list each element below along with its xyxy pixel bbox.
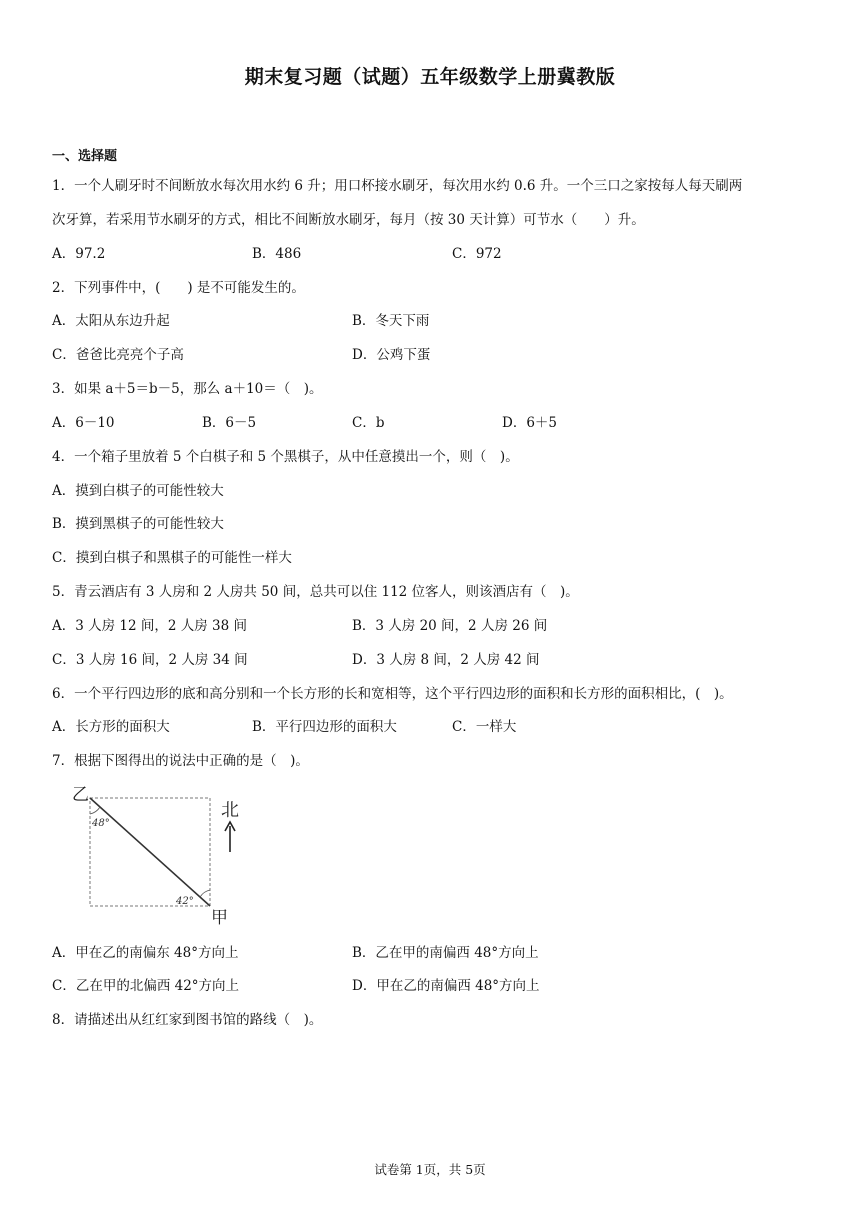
- label-yi: 乙: [72, 785, 89, 805]
- q1-option-b: B．486: [252, 246, 302, 262]
- q5-option-d: D．3 人房 8 间，2 人房 42 间: [352, 652, 540, 668]
- question-1-line-2: 次牙算，若采用节水刷牙的方式，相比不间断放水刷牙，每月（按 30 天计算）可节水（ ）升。: [52, 212, 645, 228]
- angle-arc-bottom: [200, 890, 210, 897]
- label-jia: 甲: [211, 908, 228, 928]
- label-north: 北: [221, 800, 239, 821]
- question-4-stem: 4．一个箱子里放着 5 个白棋子和 5 个黑棋子，从中任意摸出一个，则（ )。: [52, 449, 519, 465]
- q5-option-b: B．3 人房 20 间，2 人房 26 间: [352, 618, 548, 634]
- q3-option-c: C．b: [352, 415, 385, 431]
- q2-option-b: B．冬天下雨: [352, 313, 430, 329]
- q7-option-d: D．甲在乙的南偏西 48°方向上: [352, 978, 540, 994]
- question-7-stem: 7．根据下图得出的说法中正确的是（ )。: [52, 753, 309, 769]
- q1-option-c: C．972: [452, 246, 502, 262]
- section-heading: 一、选择题: [52, 149, 118, 164]
- q2-option-a: A．太阳从东边升起: [52, 313, 170, 329]
- question-2-stem: 2．下列事件中，( ) 是不可能发生的。: [52, 280, 305, 296]
- q3-option-b: B．6－5: [202, 415, 257, 431]
- question-5-stem: 5．青云酒店有 3 人房和 2 人房共 50 间，总共可以住 112 位客人，则该酒店有（ )。: [52, 584, 579, 600]
- angle-label-bottom: 42°: [176, 896, 194, 907]
- q4-option-b: B．摸到黑棋子的可能性较大: [52, 516, 224, 532]
- page-title: 期末复习题（试题）五年级数学上册冀教版: [244, 66, 616, 88]
- q6-option-a: A．长方形的面积大: [52, 719, 170, 735]
- q7-option-a: A．甲在乙的南偏东 48°方向上: [52, 945, 239, 961]
- question-6-stem: 6．一个平行四边形的底和高分别和一个长方形的长和宽相等，这个平行四边形的面积和长方形的面积相比，( )。: [52, 686, 733, 702]
- q1-option-a: A．97.2: [52, 246, 106, 262]
- question-8-stem: 8．请描述出从红红家到图书馆的路线（ )。: [52, 1012, 323, 1028]
- q7-option-c: C．乙在甲的北偏西 42°方向上: [52, 978, 240, 994]
- angle-label-top: 48°: [92, 818, 110, 829]
- q6-option-c: C．一样大: [452, 719, 517, 735]
- q4-option-a: A．摸到白棋子的可能性较大: [52, 483, 224, 499]
- question-3-stem: 3．如果 a＋5＝b－5，那么 a＋10＝（ )。: [52, 381, 323, 397]
- angle-arc-top: [90, 807, 100, 814]
- q5-option-a: A．3 人房 12 间，2 人房 38 间: [52, 618, 248, 634]
- q5-option-c: C．3 人房 16 间，2 人房 34 间: [52, 652, 248, 668]
- q2-option-d: D．公鸡下蛋: [352, 347, 431, 363]
- q4-option-c: C．摸到白棋子和黑棋子的可能性一样大: [52, 550, 292, 566]
- direction-diagram: [70, 780, 260, 928]
- q2-option-c: C．爸爸比亮亮个子高: [52, 347, 184, 363]
- question-1-line-1: 1．一个人刷牙时不间断放水每次用水约 6 升；用口杯接水刷牙，每次用水约 0.6 升。一个三口之家按每人每天刷两: [52, 178, 743, 194]
- diagonal-line: [90, 798, 210, 906]
- q6-option-b: B．平行四边形的面积大: [252, 719, 397, 735]
- q3-option-a: A．6－10: [52, 415, 115, 431]
- page-footer: 试卷第 1页，共 5页: [374, 1162, 486, 1177]
- q7-option-b: B．乙在甲的南偏西 48°方向上: [352, 945, 539, 961]
- q3-option-d: D．6＋5: [502, 415, 558, 431]
